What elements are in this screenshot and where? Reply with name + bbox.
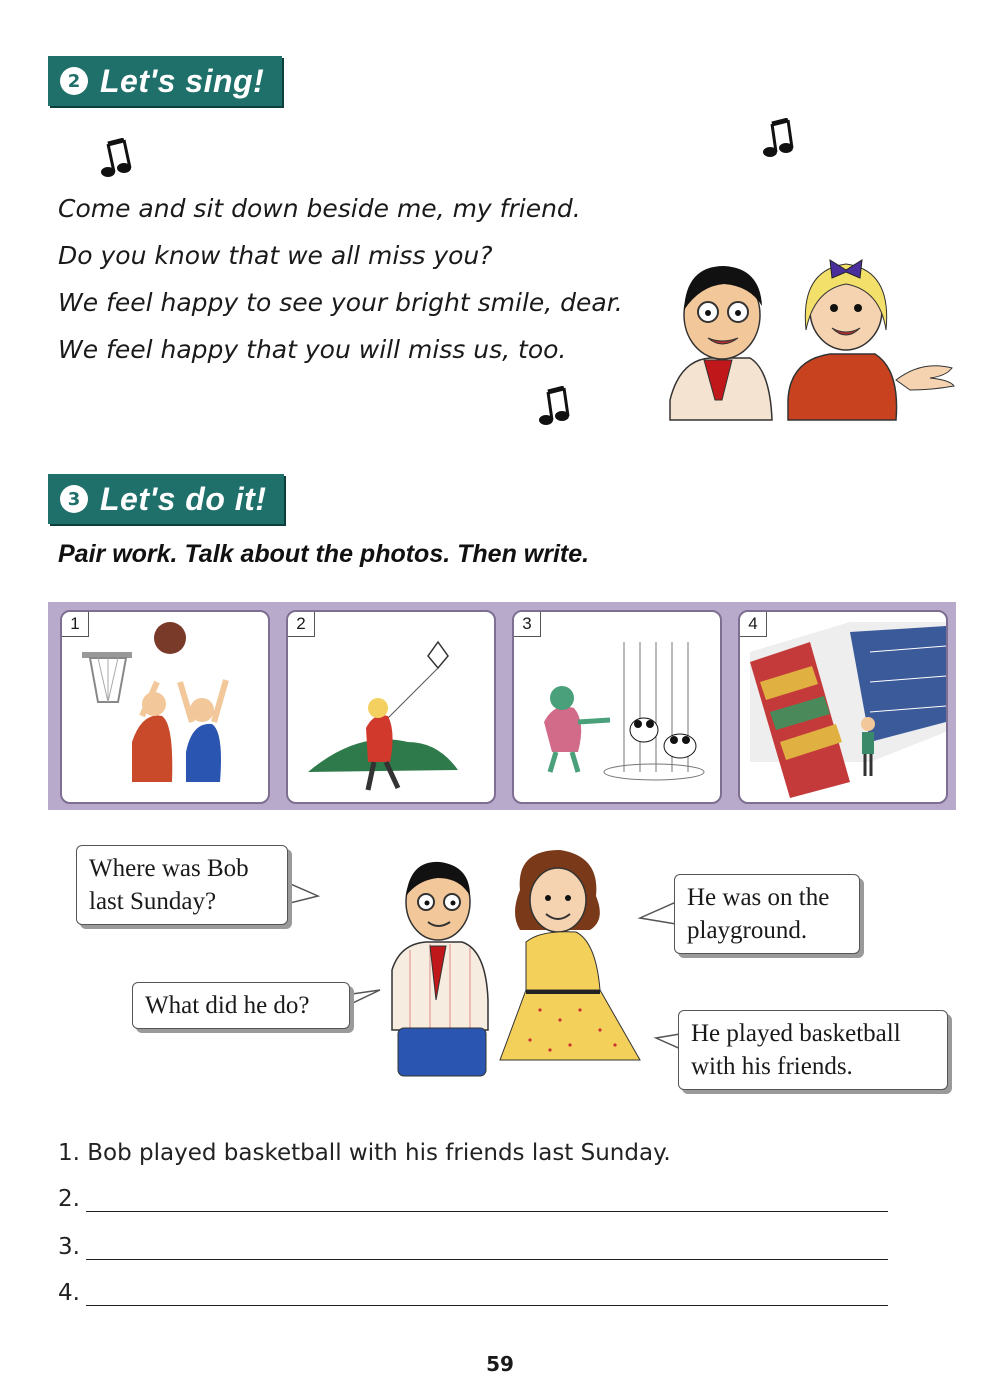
speech-bubble-question-what xyxy=(132,982,350,1029)
photo-strip xyxy=(48,602,956,810)
exercise-number: 3. xyxy=(58,1234,80,1260)
photo-number: 1 xyxy=(62,612,89,637)
exercise-instruction: Pair work. Talk about the photos. Then write. xyxy=(58,540,590,568)
boy-and-girl-illustration xyxy=(660,250,960,430)
exercise-number: 2. xyxy=(58,1186,80,1212)
music-note-icon xyxy=(98,138,134,182)
section-number: 2 xyxy=(60,67,88,95)
photo-number: 3 xyxy=(514,612,541,637)
answer-blank[interactable] xyxy=(86,1239,888,1260)
section-title: Let's sing! xyxy=(100,62,265,99)
song-lyric-line: We feel happy to see your bright smile, dear. xyxy=(58,288,623,317)
photo-kite xyxy=(286,610,496,804)
bubble-text: He played basketball with his friends. xyxy=(691,1020,901,1080)
exercise-line-2 xyxy=(58,1186,888,1212)
bubble-tail xyxy=(636,898,676,928)
photo-number: 2 xyxy=(288,612,315,637)
bubble-text: What did he do? xyxy=(145,992,310,1019)
supermarket-scene-icon xyxy=(740,612,946,802)
exercise-example-text: 1. Bob played basketball with his friends last Sunday. xyxy=(58,1140,671,1166)
exercise-line-1 xyxy=(58,1140,888,1166)
music-note-icon xyxy=(760,118,796,162)
bubble-tail xyxy=(286,880,326,910)
page-number: 59 xyxy=(486,1352,514,1376)
kite-scene-icon xyxy=(288,612,494,802)
speech-bubble-answer-basketball xyxy=(678,1010,948,1090)
song-lyric-line: We feel happy that you will miss us, too. xyxy=(58,335,567,364)
section-title: Let's do it! xyxy=(100,480,267,517)
song-lyric-line: Do you know that we all miss you? xyxy=(58,241,493,270)
section-2-header xyxy=(48,56,282,106)
answer-blank[interactable] xyxy=(86,1285,888,1306)
section-number: 3 xyxy=(60,485,88,513)
song-lyric-line: Come and sit down beside me, my friend. xyxy=(58,194,581,223)
exercise-line-3 xyxy=(58,1234,888,1260)
basketball-scene-icon xyxy=(62,612,268,802)
exercise-number: 4. xyxy=(58,1280,80,1306)
photo-supermarket xyxy=(738,610,948,804)
speech-bubble-question-where xyxy=(76,845,288,925)
section-3-header xyxy=(48,474,284,524)
exercise-line-4 xyxy=(58,1280,888,1306)
music-note-icon xyxy=(536,386,572,430)
bubble-text: Where was Bob last Sunday? xyxy=(89,855,249,915)
zoo-panda-scene-icon xyxy=(514,612,720,802)
speech-bubble-answer-playground xyxy=(674,874,860,954)
boy-and-girl-dialogue-illustration xyxy=(370,850,660,1080)
bubble-text: He was on the playground. xyxy=(687,884,830,944)
photo-number: 4 xyxy=(740,612,767,637)
photo-zoo xyxy=(512,610,722,804)
photo-basketball xyxy=(60,610,270,804)
answer-blank[interactable] xyxy=(86,1191,888,1212)
